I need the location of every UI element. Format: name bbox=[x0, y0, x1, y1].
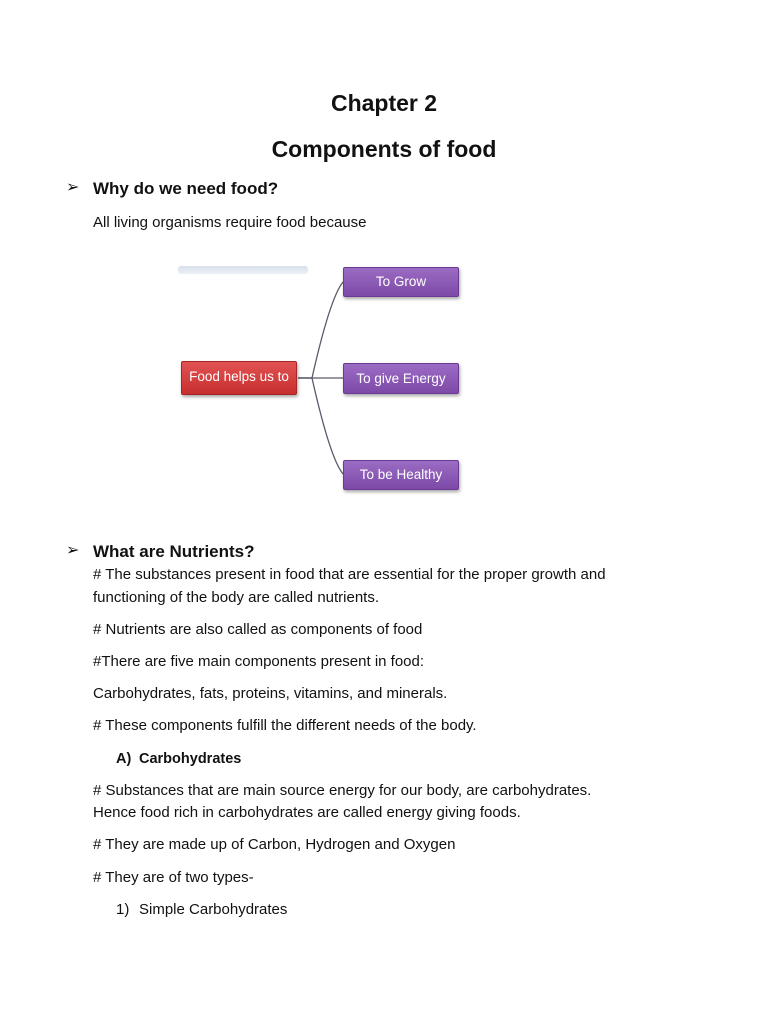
subsection-marker: A) bbox=[116, 751, 132, 767]
carbohydrates-types-text: # They are of two types- bbox=[93, 869, 254, 886]
diagram-branch-label: To be Healthy bbox=[359, 467, 443, 482]
list-item-simple-carbohydrates: Simple Carbohydrates bbox=[139, 901, 288, 918]
nutrients-list-text: Carbohydrates, fats, proteins, vitamins, and minerals. bbox=[93, 685, 448, 702]
bullet-arrow-icon: ➢ bbox=[66, 179, 80, 196]
diagram-branch-energy bbox=[343, 363, 459, 394]
diagram-root-label: Food helps us to bbox=[189, 369, 289, 384]
subsection-heading-carbohydrates: Carbohydrates bbox=[139, 751, 242, 767]
nutrients-count-text: #There are five main components present in food: bbox=[93, 653, 425, 670]
diagram-branch-healthy bbox=[343, 460, 459, 490]
page-title: Components of food bbox=[271, 136, 497, 162]
nutrients-definition-line2: functioning of the body are called nutrients. bbox=[93, 589, 380, 606]
connector-grow bbox=[298, 282, 343, 378]
diagram-branch-grow bbox=[343, 267, 459, 297]
nutrients-definition-line1: # The substances present in food that are essential for the proper growth and bbox=[93, 566, 606, 583]
carbohydrates-definition-line2: Hence food rich in carbohydrates are called energy giving foods. bbox=[93, 804, 521, 821]
diagram-root-node bbox=[181, 361, 297, 395]
section-intro-text: All living organisms require food because bbox=[93, 214, 367, 231]
nutrients-alias-text: # Nutrients are also called as components of food bbox=[93, 621, 423, 638]
diagram-branch-label: To Grow bbox=[375, 274, 427, 289]
section-heading-why-food: Why do we need food? bbox=[93, 179, 279, 198]
chapter-number: Chapter 2 bbox=[330, 90, 438, 116]
section-heading-nutrients: What are Nutrients? bbox=[93, 542, 255, 561]
diagram-branch-label: To give Energy bbox=[356, 371, 446, 386]
nutrients-purpose-text: # These components fulfill the different needs of the body. bbox=[93, 717, 477, 734]
carbohydrates-composition-text: # They are made up of Carbon, Hydrogen and Oxygen bbox=[93, 836, 456, 853]
bullet-arrow-icon: ➢ bbox=[66, 542, 80, 559]
connector-healthy bbox=[298, 378, 343, 474]
carbohydrates-definition-line1: # Substances that are main source energy for our body, are carbohydrates. bbox=[93, 782, 592, 799]
list-marker: 1) bbox=[116, 901, 130, 918]
